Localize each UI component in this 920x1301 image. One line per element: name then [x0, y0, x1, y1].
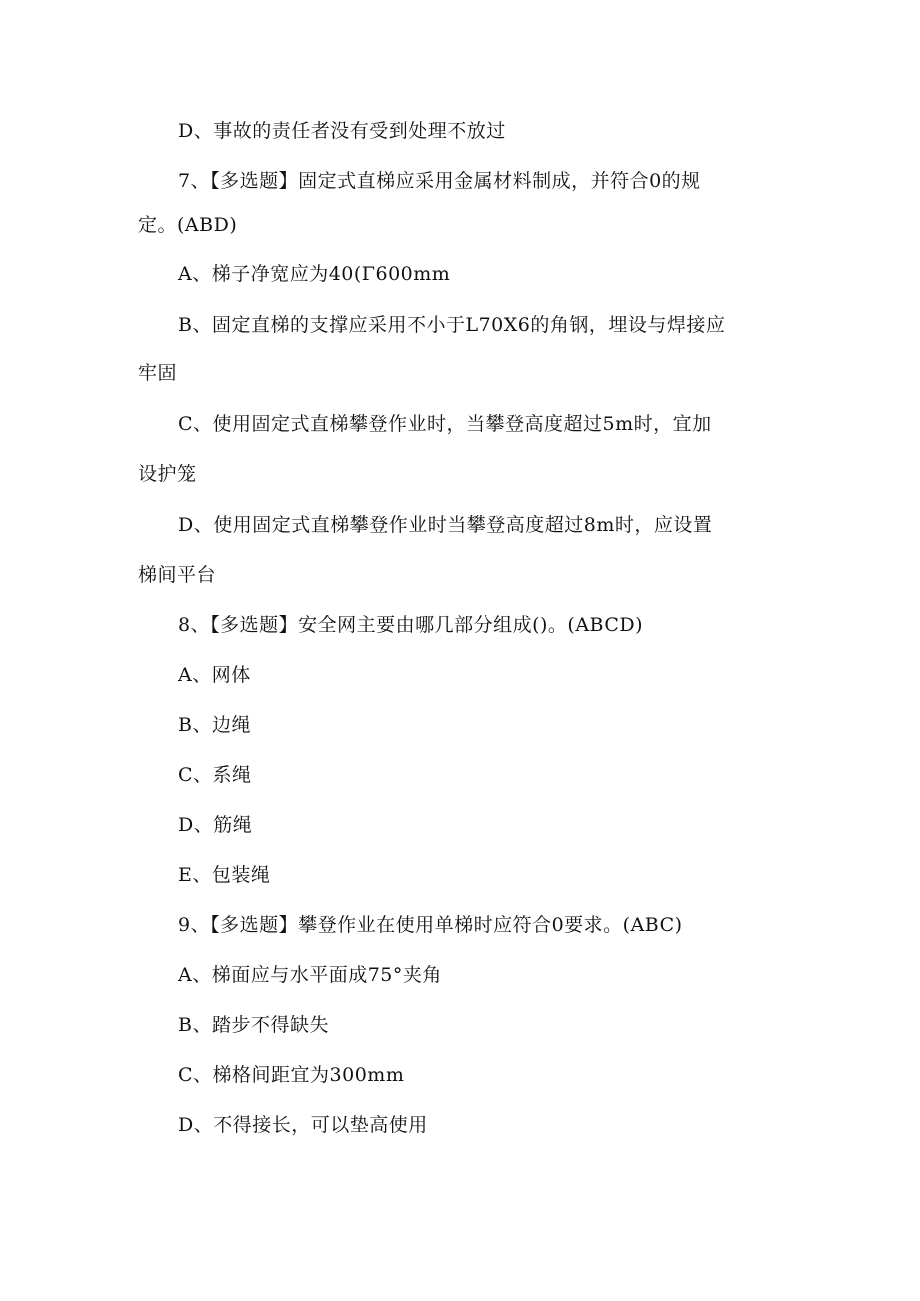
q7-option-a: A、梯子净宽应为40(Γ600mm [178, 263, 451, 285]
q8-option-d: D、筋绳 [178, 814, 253, 836]
q7-option-b: B、固定直梯的支撑应采用不小于L70X6的角钢，埋设与焊接应 [178, 314, 726, 336]
q7-option-c: C、使用固定式直梯攀登作业时，当攀登高度超过5m时，宜加 [178, 413, 712, 435]
question-7: 7、【多选题】固定式直梯应采用金属材料制成，并符合0的规 [178, 170, 701, 192]
q7-option-d-cont: 梯间平台 [138, 564, 217, 586]
q8-option-a: A、网体 [178, 664, 251, 686]
question-8: 8、【多选题】安全网主要由哪几部分组成()。(ABCD) [178, 614, 644, 636]
q9-option-c: C、梯格间距宜为300mm [178, 1064, 405, 1086]
q8-option-c: C、系绳 [178, 764, 252, 786]
question-9: 9、【多选题】攀登作业在使用单梯时应符合0要求。(ABC) [178, 914, 683, 936]
q6-option-d: D、事故的责任者没有受到处理不放过 [178, 120, 506, 142]
q9-option-d: D、不得接长，可以垫高使用 [178, 1114, 428, 1136]
q7-option-b-cont: 牢固 [138, 362, 178, 384]
q9-option-a: A、梯面应与水平面成75°夹角 [178, 964, 442, 986]
question-7-cont: 定。(ABD) [138, 214, 238, 236]
q7-option-d: D、使用固定式直梯攀登作业时当攀登高度超过8m时，应设置 [178, 514, 713, 536]
q7-option-c-cont: 设护笼 [138, 463, 197, 485]
q9-option-b: B、踏步不得缺失 [178, 1014, 329, 1036]
q8-option-b: B、边绳 [178, 714, 251, 736]
q8-option-e: E、包装绳 [178, 864, 271, 886]
